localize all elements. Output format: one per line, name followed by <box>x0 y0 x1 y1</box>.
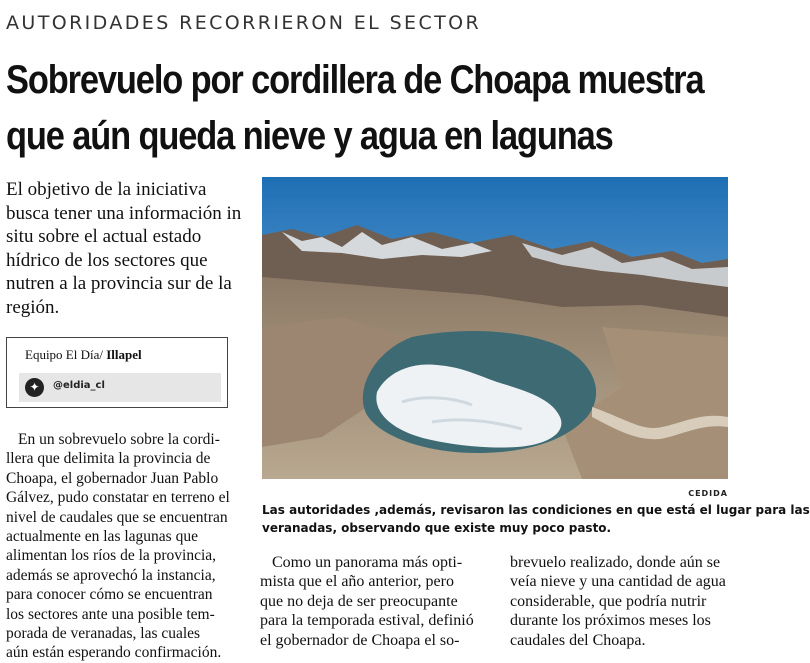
body-line: durante los próximos meses los <box>510 612 711 630</box>
body-line: el gobernador de Choapa el so- <box>260 631 460 649</box>
body-line: para la temporada estival, definió <box>260 612 474 630</box>
body-line: nivel de caudales que se encuentran <box>6 508 228 526</box>
byline <box>25 347 142 363</box>
twitter-link[interactable] <box>19 373 221 402</box>
article-photo <box>262 177 728 479</box>
body-line: Como un panorama más opti- <box>272 554 463 571</box>
photo-caption <box>262 501 810 537</box>
body-line: que no deja de ser preocupante <box>260 592 458 610</box>
body-line: para conocer cómo se encuentran <box>6 586 213 604</box>
body-column-3 <box>510 553 732 650</box>
body-line: considerable, que podría nutrir <box>510 592 707 610</box>
section-kicker: AUTORIDADES RECORRIERON EL SECTOR <box>6 12 482 34</box>
byline-box <box>6 337 228 408</box>
body-column-2 <box>260 553 480 650</box>
body-column-1 <box>6 430 236 663</box>
body-line: veía nieve y una cantidad de agua <box>510 573 726 591</box>
body-line: brevuelo realizado, donde aún se <box>510 554 721 571</box>
caption-line: veranadas, observando que existe muy poco pasto. <box>262 521 612 535</box>
byline-team: Equipo El Día/ <box>25 347 103 362</box>
body-line: llera que delimita la provincia de <box>6 450 211 468</box>
body-line: porada de veranadas, las cuales <box>6 625 201 643</box>
byline-place: Illapel <box>106 347 142 362</box>
body-line: actualmente en las lagunas que <box>6 528 198 546</box>
lead-paragraph: El objetivo de la iniciativa busca tener una información in situ sobre el actual estado hídrico de los sectores que nutren a la provincia sur de la región. <box>6 179 242 318</box>
headline-line: que aún queda nieve y agua en lagunas <box>6 114 613 158</box>
body-line: Gálvez, pudo constatar en terreno el <box>6 489 230 507</box>
body-line: aún están esperando confirmación. <box>6 644 222 662</box>
headline-line: Sobrevuelo por cordillera de Choapa muestra <box>6 58 704 102</box>
body-line: además se aprovechó la instancia, <box>6 566 216 584</box>
twitter-handle[interactable]: @eldia_cl <box>53 380 105 391</box>
caption-line: Las autoridades ,además, revisaron las condiciones en que está el lugar para las <box>262 503 810 517</box>
twitter-bird-icon: ✦ <box>25 378 44 397</box>
body-line: mista que el año anterior, pero <box>260 573 454 591</box>
mountain-lake-photo <box>262 177 728 479</box>
body-line: alimentan los ríos de la provincia, <box>6 547 217 565</box>
photo-credit: CEDIDA <box>688 489 728 498</box>
body-line: los sectores ante una posible tem- <box>6 605 215 623</box>
body-line: Choapa, el gobernador Juan Pablo <box>6 469 219 487</box>
headline <box>6 52 704 164</box>
body-line: caudales del Choapa. <box>510 631 646 649</box>
body-line: En un sobrevuelo sobre la cordi- <box>18 431 220 448</box>
